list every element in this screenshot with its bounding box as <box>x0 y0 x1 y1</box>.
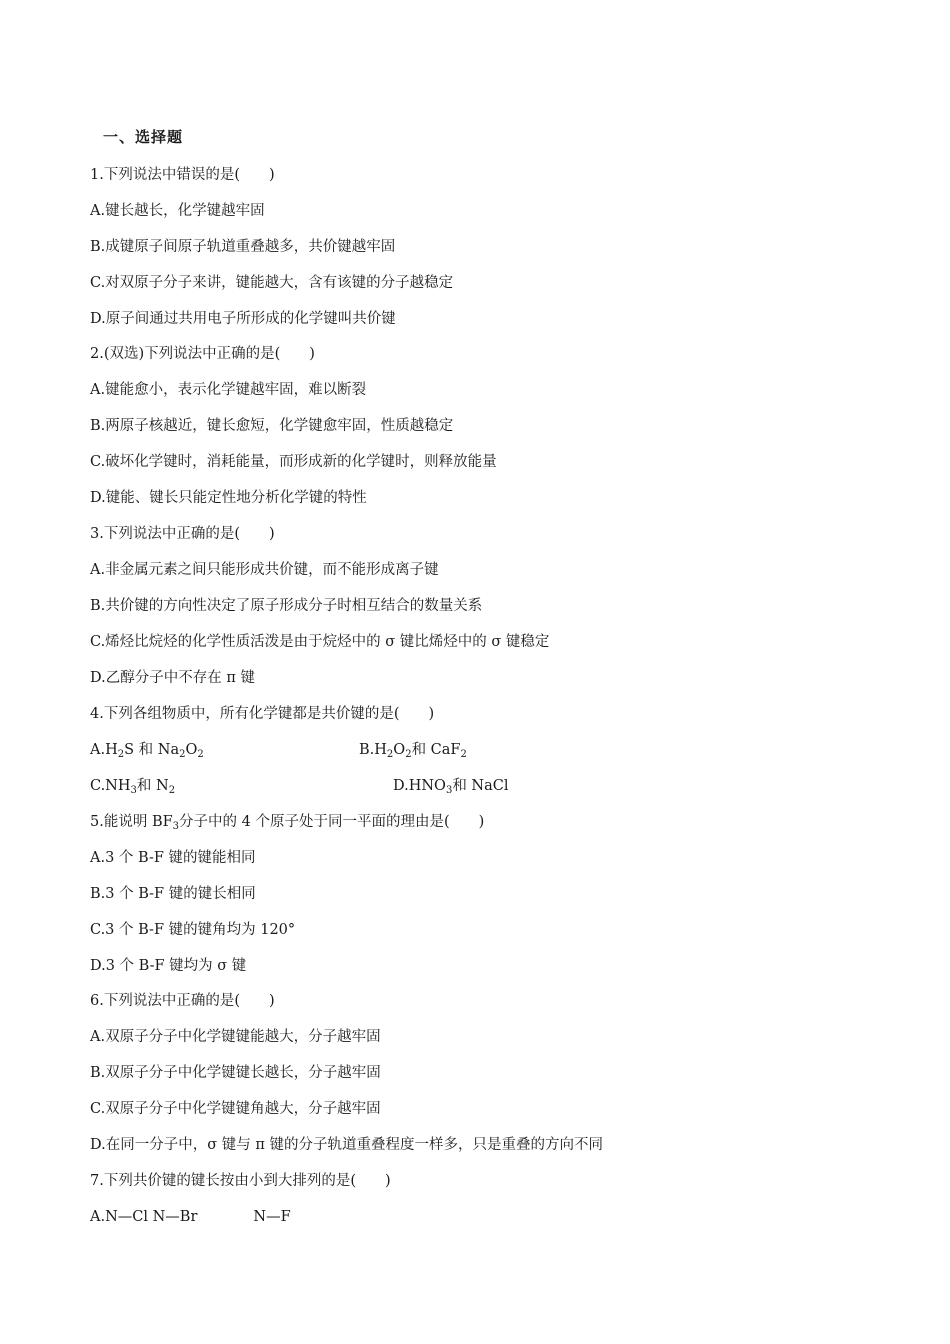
question-5-option-d: D.3 个 B-F 键均为 σ 键 <box>90 958 247 974</box>
question-4-option-a <box>90 740 204 760</box>
question-2-option-a: A.键能愈小，表示化学键越牢固，难以断裂 <box>90 382 367 398</box>
question-4-option-d <box>393 776 509 796</box>
option-text: A.N—Cl N—Br <box>90 1209 198 1225</box>
question-6-option-a: A.双原子分子中化学键键能越大，分子越牢固 <box>90 1029 381 1045</box>
formula-text: S 和 Na <box>124 742 180 758</box>
question-3-option-a: A.非金属元素之间只能形成共价键，而不能形成离子键 <box>90 562 439 578</box>
question-6-option-d: D.在同一分子中，σ 键与 π 键的分子轨道重叠程度一样多，只是重叠的方向不同 <box>90 1137 603 1153</box>
stem-text: 5.能说明 BF <box>90 814 173 830</box>
question-2-option-d: D.键能、键长只能定性地分析化学键的特性 <box>90 490 367 506</box>
question-5-option-a: A.3 个 B-F 键的键能相同 <box>90 850 256 866</box>
question-1-option-c: C.对双原子分子来讲，键能越大，含有该键的分子越稳定 <box>90 275 454 291</box>
formula-subscript: 2 <box>386 749 394 760</box>
formula-text: B.H <box>359 742 387 758</box>
question-4-stem: 4.下列各组物质中，所有化学键都是共价键的是( ) <box>90 706 435 722</box>
question-4-option-c <box>90 776 175 796</box>
formula-text: D.HNO <box>393 778 446 794</box>
question-7-option-a <box>90 1207 291 1227</box>
question-2-option-b: B.两原子核越近，键长愈短，化学键愈牢固，性质越稳定 <box>90 418 454 434</box>
question-1-option-b: B.成键原子间原子轨道重叠越多，共价键越牢固 <box>90 239 396 255</box>
question-3-option-d: D.乙醇分子中不存在 π 键 <box>90 670 255 686</box>
question-1-stem: 1.下列说法中错误的是( ) <box>90 167 275 183</box>
formula-text: O <box>393 742 406 758</box>
question-5-option-c: C.3 个 B-F 键的键角均为 120° <box>90 922 296 938</box>
formula-subscript: 2 <box>117 749 125 760</box>
question-6-stem: 6.下列说法中正确的是( ) <box>90 993 275 1009</box>
section-title: 一、选择题 <box>103 128 184 146</box>
formula-text: A.H <box>90 742 118 758</box>
formula-subscript: 3 <box>130 785 137 796</box>
formula-subscript: 2 <box>405 749 412 760</box>
formula-subscript: 2 <box>460 749 467 760</box>
formula-subscript: 3 <box>172 821 180 832</box>
question-7-stem: 7.下列共价键的键长按由小到大排列的是( ) <box>90 1173 391 1189</box>
formula-text: O <box>185 742 198 758</box>
formula-subscript: 3 <box>445 785 453 796</box>
option-text: N—F <box>253 1209 291 1225</box>
formula-text: C.NH <box>90 778 131 794</box>
question-5-stem <box>90 812 484 832</box>
formula-subscript: 2 <box>179 749 186 760</box>
formula-text: 和 NaCl <box>452 778 509 794</box>
question-6-option-c: C.双原子分子中化学键键角越大，分子越牢固 <box>90 1101 381 1117</box>
question-2-stem: 2.(双选)下列说法中正确的是( ) <box>90 346 315 362</box>
question-1-option-a: A.键长越长，化学键越牢固 <box>90 203 265 219</box>
question-4-option-b <box>359 740 467 760</box>
formula-subscript: 2 <box>197 749 204 760</box>
question-5-option-b: B.3 个 B-F 键的键长相同 <box>90 886 256 902</box>
question-3-option-c: C.烯烃比烷烃的化学性质活泼是由于烷烃中的 σ 键比烯烃中的 σ 键稳定 <box>90 634 550 650</box>
formula-subscript: 2 <box>168 785 176 796</box>
formula-text: 和 N <box>136 778 169 794</box>
question-1-option-d: D.原子间通过共用电子所形成的化学键叫共价键 <box>90 311 396 327</box>
question-3-stem: 3.下列说法中正确的是( ) <box>90 526 275 542</box>
question-6-option-b: B.双原子分子中化学键键长越长，分子越牢固 <box>90 1065 381 1081</box>
stem-text: 分子中的 4 个原子处于同一平面的理由是( ) <box>179 814 485 830</box>
formula-text: 和 CaF <box>411 742 461 758</box>
question-3-option-b: B.共价键的方向性决定了原子形成分子时相互结合的数量关系 <box>90 598 483 614</box>
question-2-option-c: C.破坏化学键时，消耗能量，而形成新的化学键时，则释放能量 <box>90 454 497 470</box>
